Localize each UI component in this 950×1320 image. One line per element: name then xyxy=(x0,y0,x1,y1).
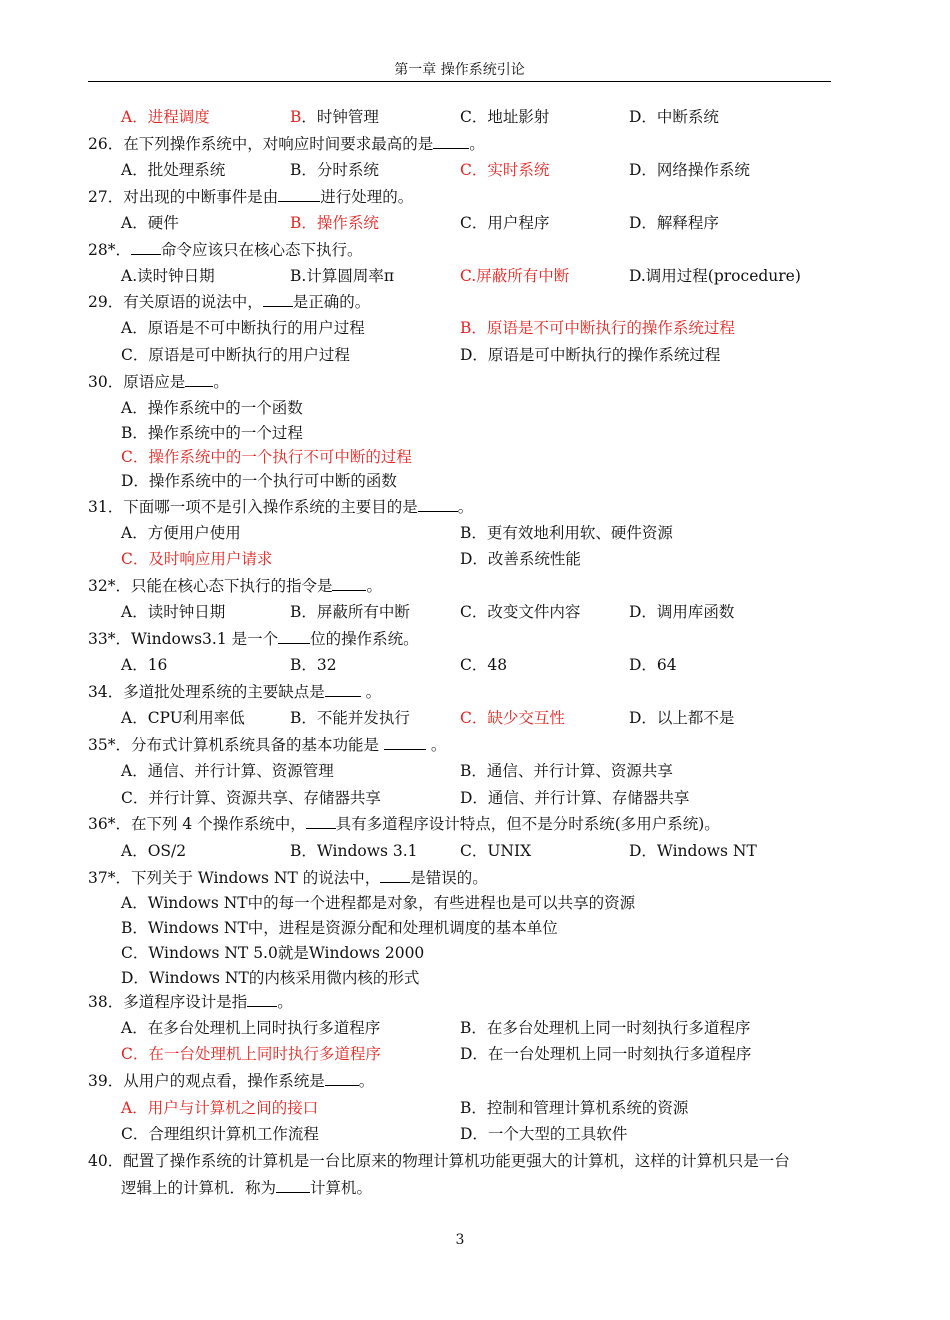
q34-option-c: C．缺少交互性 xyxy=(460,709,565,727)
q25-option-b-label: B．时钟管理 xyxy=(290,108,379,126)
blank xyxy=(276,1178,310,1193)
q31-option-a: A．方便用户使用 xyxy=(121,524,241,542)
q36-option-c: C．UNIX xyxy=(460,842,532,860)
q33-option-c: C．48 xyxy=(460,656,508,674)
q36-option-b: B．Windows 3.1 xyxy=(290,842,418,860)
q30-option-a: A．操作系统中的一个函数 xyxy=(121,399,303,417)
q31-option-d: D．改善系统性能 xyxy=(460,550,581,568)
q30-option-b: B．操作系统中的一个过程 xyxy=(121,424,303,442)
q32-option-b: B．屏蔽所有中断 xyxy=(290,603,410,621)
q36-option-d: D．Windows NT xyxy=(629,842,757,860)
q31-stem-text: 31．下面哪一项不是引入操作系统的主要目的是 xyxy=(88,498,418,516)
q26-option-c: C．实时系统 xyxy=(460,161,550,179)
blank xyxy=(247,992,277,1007)
blank xyxy=(332,576,366,591)
q25-option-c: C．地址影射 xyxy=(460,108,550,126)
q27-option-a: A．硬件 xyxy=(121,214,179,232)
q35-stem-text: 35*．分布式计算机系统具备的基本功能是 xyxy=(88,736,384,754)
blank xyxy=(433,134,469,149)
q37-option-d: D．Windows NT的内核采用微内核的形式 xyxy=(121,969,420,987)
blank xyxy=(131,240,161,255)
q34-option-d: D．以上都不是 xyxy=(629,709,735,727)
q39-option-d: D．一个大型的工具软件 xyxy=(460,1125,628,1143)
q26-option-b: B．分时系统 xyxy=(290,161,379,179)
q35-option-c: C．并行计算、资源共享、存储器共享 xyxy=(121,789,381,807)
q38-option-b: B．在多台处理机上同一时刻执行多道程序 xyxy=(460,1019,751,1037)
q26-option-a: A．批处理系统 xyxy=(121,161,226,179)
q30-option-d: D．操作系统中的一个执行可中断的函数 xyxy=(121,472,397,490)
q34-option-b: B．不能并发执行 xyxy=(290,709,410,727)
page-number: 3 xyxy=(455,1232,465,1248)
blank xyxy=(380,868,410,883)
q28-option-a: A.读时钟日期 xyxy=(121,267,215,285)
q29-option-a: A．原语是不可中断执行的用户过程 xyxy=(121,319,365,337)
blank xyxy=(418,497,458,512)
q27-stem-text: 27．对出现的中断事件是由 xyxy=(88,188,279,206)
q25-option-a: A．进程调度 xyxy=(121,108,210,126)
q38-option-d: D．在一台处理机上同一时刻执行多道程序 xyxy=(460,1045,752,1063)
blank xyxy=(325,682,361,697)
q39-option-a: A．用户与计算机之间的接口 xyxy=(121,1099,319,1117)
q37-option-c: C．Windows NT 5.0就是Windows 2000 xyxy=(121,944,425,962)
q32-stem-text: 32*．只能在核心态下执行的指令是 xyxy=(88,577,333,595)
q35-option-a: A．通信、并行计算、资源管理 xyxy=(121,762,334,780)
q38-option-c: C．在一台处理机上同时执行多道程序 xyxy=(121,1045,381,1063)
q33-stem-text: 33*．Windows3.1 是一个 xyxy=(88,630,279,648)
q34-option-a: A．CPU利用率低 xyxy=(121,709,245,727)
q28-option-d: D.调用过程(procedure) xyxy=(629,267,801,285)
q31-option-c: C．及时响应用户请求 xyxy=(121,550,273,568)
q39-option-c: C．合理组织计算机工作流程 xyxy=(121,1125,319,1143)
blank xyxy=(306,814,336,829)
q31-option-b: B．更有效地利用软、硬件资源 xyxy=(460,524,673,542)
q36-option-a: A．OS/2 xyxy=(121,842,187,860)
q30-stem-text: 30．原语应是 xyxy=(88,373,186,391)
q26-stem-text: 26．在下列操作系统中，对响应时间要求最高的是 xyxy=(88,135,434,153)
q33-option-a: A．16 xyxy=(121,656,168,674)
q29-stem-text: 29．有关原语的说法中， xyxy=(88,293,263,311)
q32-option-d: D．调用库函数 xyxy=(629,603,735,621)
q38-stem-text: 38．多道程序设计是指 xyxy=(88,993,248,1011)
q30-option-c: C．操作系统中的一个执行不可中断的过程 xyxy=(121,448,412,466)
q27-option-d: D．解释程序 xyxy=(629,214,719,232)
blank xyxy=(185,372,213,387)
q39-option-b: B．控制和管理计算机系统的资源 xyxy=(460,1099,689,1117)
q32-option-c: C．改变文件内容 xyxy=(460,603,581,621)
q28-stem-text: 命令应该只在核心态下执行。 xyxy=(160,241,363,259)
header-divider xyxy=(88,81,831,82)
blank xyxy=(278,629,310,644)
blank xyxy=(263,292,293,307)
q25-option-b: ．时钟管理 xyxy=(301,108,379,126)
q37-option-b: B．Windows NT中，进程是资源分配和处理机调度的基本单位 xyxy=(121,919,558,937)
q34-stem-text: 34．多道批处理系统的主要缺点是 xyxy=(88,683,325,701)
blank xyxy=(384,735,426,750)
page-header-title: 第一章 操作系统引论 xyxy=(394,62,525,78)
q25-option-d: D．中断系统 xyxy=(629,108,719,126)
q36-stem-text: 36*．在下列 4 个操作系统中， xyxy=(88,815,306,833)
q37-stem-text: 37*．下列关于 Windows NT 的说法中， xyxy=(88,869,381,887)
q35-option-d: D．通信、并行计算、存储器共享 xyxy=(460,789,690,807)
q27-option-c: C．用户程序 xyxy=(460,214,550,232)
q33-option-d: D．64 xyxy=(629,656,677,674)
q27-option-b: B．操作系统 xyxy=(290,214,379,232)
blank xyxy=(325,1071,359,1086)
q40-stem-text: 40．配置了操作系统的计算机是一台比原来的物理计算机功能更强大的计算机，这样的计算机只是一台 xyxy=(88,1152,790,1170)
q26-option-d: D．网络操作系统 xyxy=(629,161,750,179)
blank xyxy=(278,187,320,202)
q29-option-b: B．原语是不可中断执行的操作系统过程 xyxy=(460,319,735,337)
q29-option-d: D．原语是可中断执行的操作系统过程 xyxy=(460,346,721,364)
q38-option-a: A．在多台处理机上同时执行多道程序 xyxy=(121,1019,381,1037)
q33-option-b: B．32 xyxy=(290,656,337,674)
q28-option-b: B.计算圆周率π xyxy=(290,267,395,285)
q35-option-b: B．通信、并行计算、资源共享 xyxy=(460,762,673,780)
q28-option-c: C.屏蔽所有中断 xyxy=(460,267,570,285)
q39-stem-text: 39．从用户的观点看，操作系统是 xyxy=(88,1072,325,1090)
q29-option-c: C．原语是可中断执行的用户过程 xyxy=(121,346,350,364)
q37-option-a: A．Windows NT中的每一个进程都是对象，有些进程也是可以共享的资源 xyxy=(121,894,636,912)
q32-option-a: A．读时钟日期 xyxy=(121,603,226,621)
